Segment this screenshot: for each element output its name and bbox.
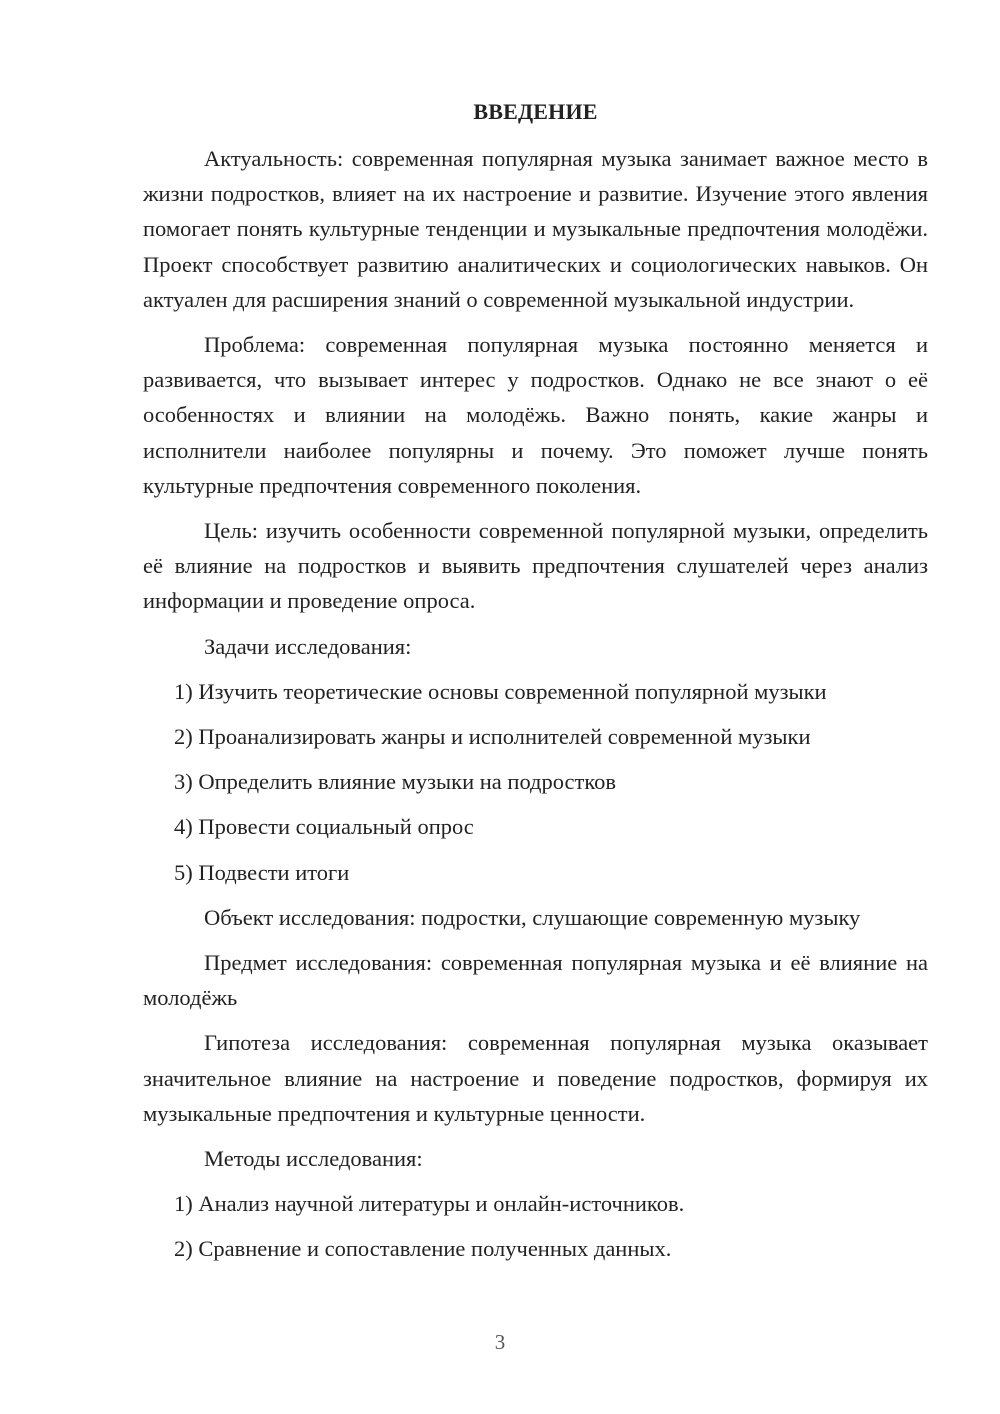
- page-number: 3: [494, 1330, 506, 1354]
- task-item: 1) Изучить теоретические основы современной популярной музыки: [174, 678, 827, 704]
- method-item: 1) Анализ научной литературы и онлайн-источников.: [174, 1191, 685, 1217]
- task-item: 4) Провести социальный опрос: [174, 814, 474, 840]
- task-item: 2) Проанализировать жанры и исполнителей современной музыки: [174, 724, 811, 750]
- task-item: 3) Определить влияние музыки на подростков: [174, 769, 617, 795]
- document-body: [143, 97, 928, 1277]
- goal-paragraph: Цель: изучить особенности современной популярной музыки, определить её влияние на подростков и выявить предпочтения слушателей через анализ информации и проведение опроса.: [143, 518, 928, 614]
- hypothesis-paragraph: Гипотеза исследования: современная популярная музыка оказывает значительное влияние на настроение и поведение подростков, формируя их музыкальные предпочтения и культурные ценности.: [143, 1030, 928, 1126]
- object-paragraph: Объект исследования: подростки, слушающие современную музыку: [204, 904, 861, 930]
- subject-paragraph: Предмет исследования: современная популярная музыка и её влияние на молодёжь: [143, 950, 928, 1011]
- relevance-paragraph: Актуальность: современная популярная музыка занимает важное место в жизни подростков, влияет на их настроение и развитие. Изучение этого явления помогает понять культурные тенденции и музыкальные предпочтения молодёжи. Проект способствует развитию аналитических и социологических навыков. Он актуален для расширения знаний о современной музыкальной индустрии.: [143, 146, 928, 312]
- tasks-heading: Задачи исследования:: [204, 633, 412, 659]
- methods-heading: Методы исследования:: [204, 1146, 423, 1172]
- section-title: ВВЕДЕНИЕ: [473, 99, 598, 124]
- problem-paragraph: Проблема: современная популярная музыка постоянно меняется и развивается, что вызывает интерес у подростков. Однако не все знают о её особенностях и влиянии на молодёжь. Важно понять, какие жанры и исполнители наиболее популярны и почему. Это поможет лучше понять культурные предпочтения современного поколения.: [143, 332, 928, 498]
- task-item: 5) Подвести итоги: [174, 859, 350, 885]
- method-item: 2) Сравнение и сопоставление полученных данных.: [174, 1236, 672, 1262]
